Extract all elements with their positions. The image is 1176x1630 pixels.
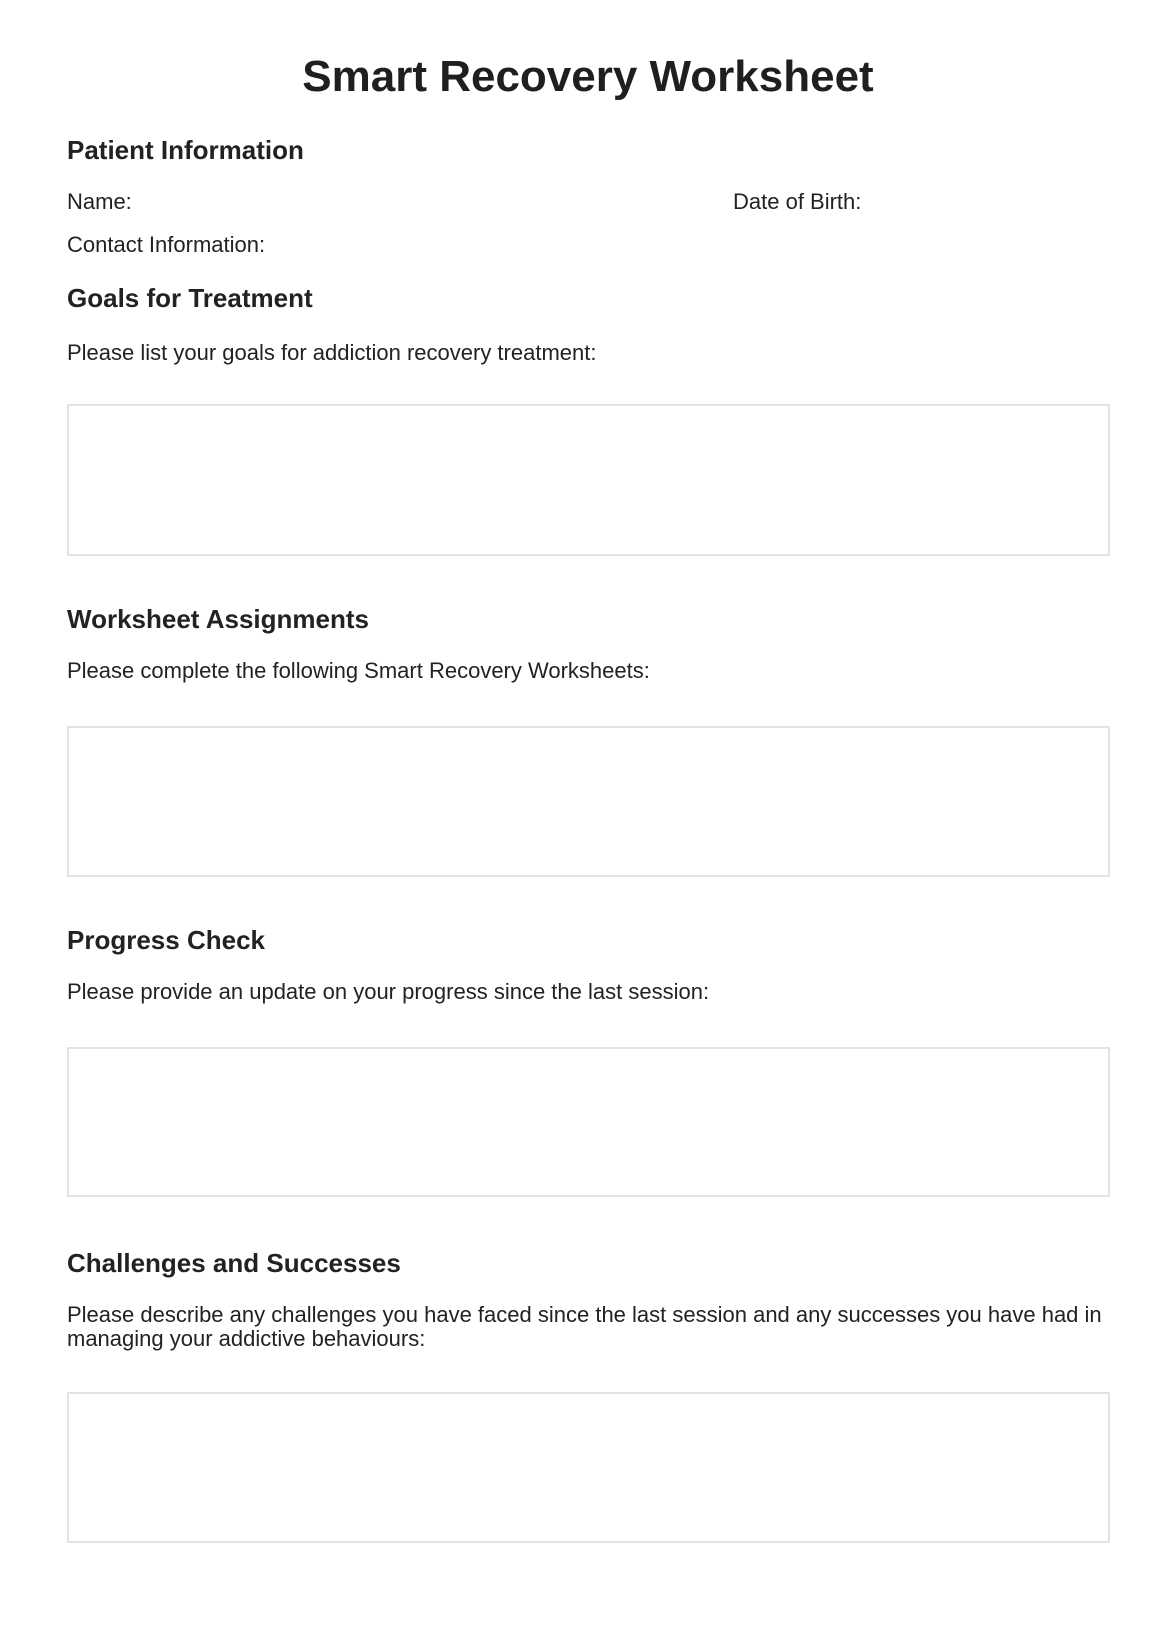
contact-information-label: Contact Information: <box>67 232 266 257</box>
goals-for-treatment-heading: Goals for Treatment <box>67 283 313 313</box>
patient-information-heading: Patient Information <box>67 135 304 165</box>
worksheet-assignments-heading: Worksheet Assignments <box>67 604 369 634</box>
progress-check-prompt: Please provide an update on your progress since the last session: <box>67 979 710 1004</box>
progress-check-response-box[interactable] <box>67 1047 1110 1197</box>
worksheet-assignments-prompt: Please complete the following Smart Recovery Worksheets: <box>67 658 650 683</box>
page-title: Smart Recovery Worksheet <box>302 52 874 101</box>
goals-prompt: Please list your goals for addiction recovery treatment: <box>67 340 597 365</box>
goals-response-box[interactable] <box>67 404 1110 556</box>
challenges-and-successes-response-box[interactable] <box>67 1392 1110 1543</box>
progress-check-heading: Progress Check <box>67 925 265 955</box>
worksheet-assignments-response-box[interactable] <box>67 726 1110 877</box>
challenges-and-successes-heading: Challenges and Successes <box>67 1248 401 1278</box>
date-of-birth-label: Date of Birth: <box>733 189 862 214</box>
challenges-and-successes-prompt: Please describe any challenges you have faced since the last session and any successes you have had in managing your addictive behaviours: <box>67 1302 1102 1351</box>
name-label: Name: <box>67 189 132 214</box>
